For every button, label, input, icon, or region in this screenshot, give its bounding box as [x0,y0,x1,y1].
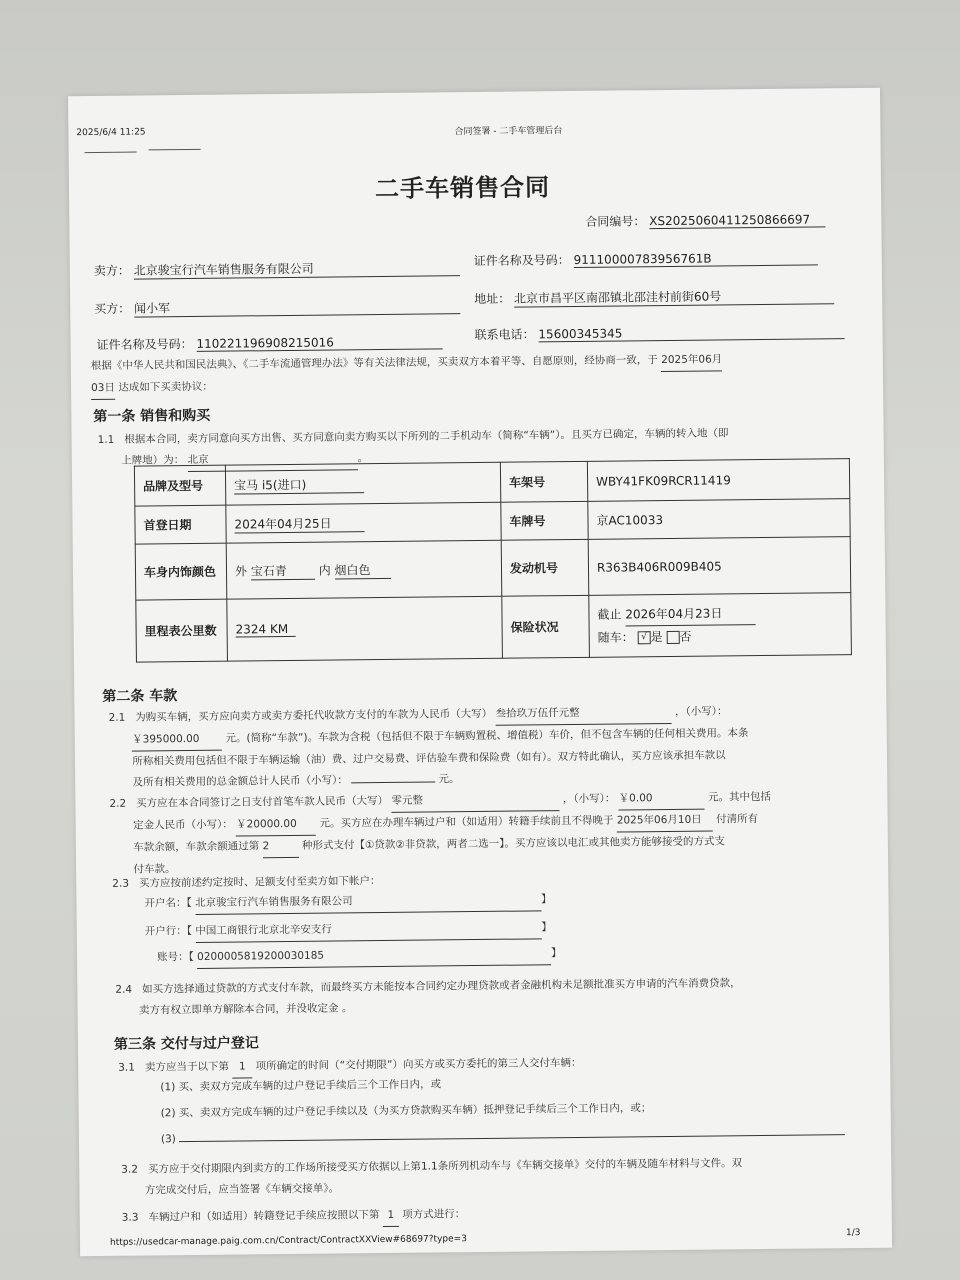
clause-2-2-text: 买方应在本合同签订之日支付首笔车款人民币（大写） [136,794,389,810]
buyer-id-label: 证件名称及号码： [96,336,193,352]
contract-page [68,88,892,1256]
page-url: https://usedcar-manage.paig.com.cn/Contract/ContractXXView#68697?type=3 [109,1234,467,1248]
clause-1-1-text: 根据本合同，卖方同意向买方出售、买方同意向卖方购买以下所列的二手机动车（简称“车辆”）。且买方已确定，车辆的转入地（即 [124,427,729,446]
clause-2-2-text-h: 付车款。 [133,863,176,876]
yes-label: 是 [650,630,663,645]
clause-3-1-text: 卖方应当于以下第 [144,1060,229,1074]
buyer-id: 110221196908215016 [196,334,442,352]
first-payment-amount: ￥0.00 [619,788,705,811]
interior-label: 内 [318,563,331,578]
clause-2-2-text-g: 种形式支付【①贷款②非贷款，两者二选一】。买方应该以电汇或其他卖方能够接受的方式支 [301,835,726,852]
clause-2-4-text-b: 卖方有权立即单方解除本合同，并没收定金 。 [138,1002,353,1017]
color-label: 车身内饰颜色 [135,543,227,600]
mileage-label: 里程表公里数 [136,599,228,662]
seller-label: 卖方： [93,263,130,278]
vin: WBY41FK09RCR11419 [587,459,849,502]
intro-text-end: 达成如下买卖协议： [118,380,213,394]
clause-3-2-text: 买方应于交付期限内到卖方的工作场所接受买方依据以上第1.1条所列机动车与《车辆交接单》交付的车辆及随车材料与文件。双 [147,1157,743,1176]
intro-date-day: 03日 [91,378,115,400]
account-name-label: 开户名：【 [144,897,192,910]
account-no-label: 账号：【 [156,950,194,964]
clause-2-2-text-e: 付清所有 [716,813,759,826]
registration-city: 北京 [187,448,357,472]
mileage: 2324 KM [236,622,296,638]
article-2-title: 第二条 车款 [102,688,178,705]
insurance-until-label: 截止 [597,607,622,622]
price-amount: ￥395000.00 [132,729,222,752]
clause-2-3-text: 买方应按前述约定按时、足额支付至卖方如下帐户： [138,875,381,890]
no-checkbox[interactable] [666,631,679,644]
buyer-name: 闻小军 [134,296,460,317]
brand-model: 宝马 i5(进口) [234,475,364,494]
delivery-option-2: (2) 买、卖双方完成车辆的过户登记手续以及（为买方贷款购买车辆）抵押登记手续后三个工作日内，或； [160,1102,652,1120]
bracket-close: 】 [551,947,562,960]
delivery-option-1: (1) 买、卖双方完成车辆的过户登记手续后三个工作日内，或 [160,1078,442,1094]
clause-2-1-text-d: 及所有相关费用的总金额总计人民币（小写）： [132,774,348,789]
seller-id: 91110000783956761B [574,250,818,268]
account-number: 0200005819200030185 [197,943,551,969]
clause-number: 2.3 [112,877,130,890]
delivery-item: 1 [232,1056,252,1078]
clause-number: 2.4 [115,983,133,996]
vin-label: 车架号 [500,461,587,502]
clause-number: 1.1 [97,433,115,446]
first-reg-label: 首登日期 [135,505,226,544]
clause-number: 2.2 [109,797,127,810]
print-timestamp: 2025/6/4 11:25 [76,127,146,139]
plate-label: 车牌号 [501,501,588,540]
page-number: 1/3 [845,1228,861,1239]
buyer-label: 买方： [94,301,131,316]
price-in-words: 叁拾玖万伍仟元整 [495,702,671,726]
seller-id-label: 证件名称及号码： [473,253,570,269]
small-label: ，（小写）： [562,792,616,806]
contract-no: XS2025060411250866697 [649,212,825,229]
yes-checkbox[interactable]: √ [638,631,651,644]
total-amount[interactable] [351,781,435,783]
transfer-item: 1 [383,1205,399,1227]
brand-label: 品牌及型号 [134,465,225,506]
clause-1-1-text-b: 上牌地）为： [121,454,185,467]
interior-color: 烟白色 [334,560,390,579]
insurance-label: 保险状况 [502,595,590,658]
clause-2-1-text-c: 所称相关费用包括但不限于车辆运输（油）费、过户交易费、评估验车费和保险费（如有）。双方特此确认，买方应该承担车款以 [132,749,726,768]
vehicle-info-table [134,458,852,662]
intro-text: 根据《中华人民共和国民法典》、《二手车流通管理办法》等有关法律法规，买卖双方本着平等、自愿原则，经协商一致，于 [90,354,658,373]
clause-2-2-text-d: 元。买方应在办理车辆过户和（如适用）转籍手续前且不得晚于 [319,814,614,830]
clause-number: 3.2 [121,1163,139,1176]
clause-3-3-text: 车辆过户和（如适用）转籍登记手续应按照以下第 [148,1209,380,1224]
engine-label: 发动机号 [501,539,589,596]
intro-date: 2025年06月 [661,349,722,372]
period: 。 [357,452,369,465]
phone-label: 联系电话： [474,327,535,343]
delivery-option-3-blank[interactable] [179,1134,845,1142]
no-label: 否 [679,629,692,644]
engine-number: R363B406R009B405 [588,537,851,596]
buyer-address: 北京市昌平区南邵镇北邵洼村前街60号 [514,286,834,307]
clause-3-2-text-b: 方完成交付后，应当签署《车辆交接单》。 [144,1182,340,1197]
clause-2-4-text: 如买方选择通过贷款的方式支付车款，而最终买方未能按本合同约定办理贷款或者金融机构未足额批准买方申请的汽车消费贷款， [142,977,741,996]
clause-2-2-text-c: 定金人民币（小写）： [132,818,233,832]
buyer-phone: 15600345345 [538,324,844,342]
with-car-label: 随车： [597,630,634,645]
clause-3-1-text-b: 项所确定的时间（“交付期限”）向买方或买方委托的第三人交付车辆： [255,1056,582,1073]
clause-2-2-text-b: 元。其中包括 [707,790,772,804]
bank-label: 开户行：【 [144,924,193,938]
clause-number: 2.1 [108,711,126,724]
bracket-close: 】 [541,921,552,934]
clause-2-1-text-b: 元。(简称“车款”)。车款为含税（包括但不限于车辆购置税、增值税）车价，但不包含车辆的任何相关费用。本条 [225,727,749,745]
payment-method: 2 [263,836,299,858]
bracket-close: 】 [540,893,552,906]
deposit-amount: ￥20000.00 [236,814,316,837]
bank-name: 中国工商银行北京北辛安支行 [195,917,541,943]
article-3-title: 第三条 交付与过户登记 [113,1035,259,1053]
decor-line [85,152,137,154]
contract-no-label: 合同编号： [585,214,646,229]
clause-3-3-text-b: 项方式进行： [402,1208,466,1221]
contract-title: 二手车销售合同 [374,173,551,204]
first-reg-date: 2024年04月25日 [234,514,364,533]
exterior-color: 宝石青 [251,561,315,580]
seller-name: 北京骏宝行汽车销售服务有限公司 [134,258,460,279]
first-payment-words: 零元整 [391,789,559,813]
payment-deadline: 2025年06月10日 [617,810,713,833]
clause-2-1-text: 为购买车辆，买方应向卖方或卖方委托代收款方支付的车款为人民币（大写） [135,707,493,724]
article-1-title: 第一条 销售和购买 [93,407,211,426]
clause-2-2-text-f: 车款余额，车款余额通过第 [133,840,260,854]
clause-2-1-text-e: 元。 [438,773,460,786]
insurance-until: 2026年04月23日 [625,602,755,626]
print-page-title: 合同签署 - 二手车管理后台 [454,126,563,138]
decor-line [149,149,201,151]
small-label: ，（小写）： [674,705,728,718]
exterior-label: 外 [234,563,248,579]
plate-number: 京AC10033 [588,499,850,540]
delivery-option-3: (3) [160,1133,176,1146]
clause-number: 3.3 [121,1211,139,1224]
address-label: 地址： [474,291,511,307]
clause-number: 3.1 [118,1061,135,1074]
account-name: 北京骏宝行汽车销售服务有限公司 [195,889,541,915]
